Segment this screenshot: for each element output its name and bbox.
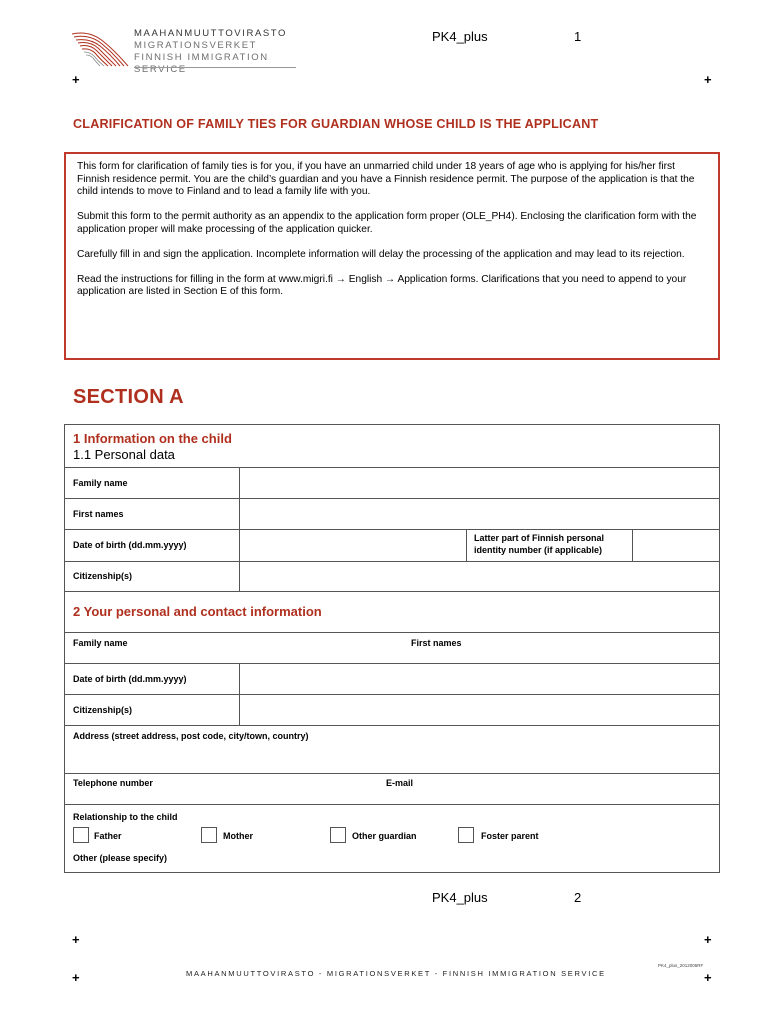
other-specify-label: Other (please specify) <box>73 853 168 863</box>
child-dob-label: Date of birth (dd.mm.yyyy) <box>73 540 187 550</box>
guardian-first-names-label: First names <box>411 638 462 648</box>
child-dob-row <box>65 529 719 561</box>
child-citizenship-label: Citizenship(s) <box>73 571 133 581</box>
corner-mark-mid-right: + <box>704 932 712 947</box>
part-1-subheading: 1.1 Personal data <box>73 447 175 462</box>
telephone-label: Telephone number <box>73 778 153 788</box>
address-row <box>65 725 719 773</box>
guardian-citizenship-input[interactable] <box>240 695 719 725</box>
guardian-name-row <box>65 632 719 663</box>
part-2-heading-row <box>65 591 719 632</box>
logo <box>70 26 310 75</box>
guardian-citizenship-row <box>65 694 719 725</box>
child-citizenship-row <box>65 561 719 591</box>
child-citizenship-input[interactable] <box>240 562 719 591</box>
intro-paragraph-1: This form for clarification of family ties is for you, if you have an unmarried child under 18 years of age who is applying for his/her first Finnish residence permit. You are the child’s guardian and you have a Finnish residence permit. The purpose of the application is that the child intends to move to Finland and to lead a family life with you. <box>77 161 695 198</box>
guardian-dob-row <box>65 663 719 694</box>
corner-mark-bottom-left: + <box>72 970 80 985</box>
section-a-heading: SECTION A <box>73 386 184 408</box>
part-1-heading: 1 Information on the child <box>73 431 232 446</box>
telephone-input[interactable] <box>65 788 375 804</box>
child-first-names-input[interactable] <box>240 499 719 529</box>
child-dob-input[interactable] <box>240 530 466 561</box>
page-2-form-code: PK4_plus <box>432 890 488 905</box>
section-a-form <box>64 424 720 873</box>
intro-box <box>64 152 720 360</box>
guardian-first-names-input[interactable] <box>405 633 719 663</box>
form-code: PK4_plus <box>432 29 488 44</box>
relationship-row <box>65 804 719 874</box>
email-input[interactable] <box>381 788 719 804</box>
child-pin-label-line-2: identity number (if applicable) <box>474 545 603 555</box>
father-label: Father <box>94 831 122 841</box>
form-version-code: PK4_plus_2012006RF <box>658 963 704 968</box>
guardian-citizenship-label: Citizenship(s) <box>73 705 133 715</box>
document-title: CLARIFICATION OF FAMILY TIES FOR GUARDIAN WHOSE CHILD IS THE APPLICANT <box>73 117 599 131</box>
page-2-number: 2 <box>574 890 582 905</box>
corner-mark-bottom-right: + <box>704 970 712 985</box>
mother-checkbox[interactable] <box>201 827 217 843</box>
address-label: Address (street address, post code, city/town, country) <box>73 731 309 741</box>
footer-agency-names: MAAHANMUUTTOVIRASTO - MIGRATIONSVERKET - FINNISH IMMIGRATION SERVICE <box>186 969 606 978</box>
logo-underline <box>134 67 296 68</box>
child-family-name-input[interactable] <box>240 468 719 498</box>
intro-paragraph-4: Read the instructions for filling in the form at www.migri.fi → English → Application forms. Clarifications that you need to append to your application are listed in Section E of this form. <box>77 273 687 298</box>
logo-line-2: MIGRATIONSVERKET <box>134 40 258 51</box>
foster-parent-label: Foster parent <box>481 831 539 841</box>
child-first-names-row <box>65 498 719 529</box>
child-family-name-label: Family name <box>73 478 128 488</box>
corner-mark-top-right: + <box>704 72 712 87</box>
mother-label: Mother <box>223 831 253 841</box>
intro-paragraph-3: Carefully fill in and sign the application. Incomplete information will delay the processing of the application and may lead to its rejection. <box>77 248 685 260</box>
address-input[interactable] <box>65 744 719 773</box>
foster-parent-checkbox[interactable] <box>458 827 474 843</box>
logo-line-3: FINNISH IMMIGRATION SERVICE <box>134 52 269 75</box>
logo-line-1: MAAHANMUUTTOVIRASTO <box>134 28 288 39</box>
contact-row <box>65 773 719 804</box>
child-pin-input[interactable] <box>633 530 719 561</box>
intro-paragraph-2: Submit this form to the permit authority as an appendix to the application form proper (OLE_PH4). Enclosing the clarification form with the application proper will make processing of the application quicker. <box>77 211 697 235</box>
guardian-dob-label: Date of birth (dd.mm.yyyy) <box>73 674 187 684</box>
child-family-name-row <box>65 467 719 498</box>
email-label: E-mail <box>386 778 414 788</box>
logo-bird-icon <box>70 26 132 70</box>
relationship-label: Relationship to the child <box>73 812 178 822</box>
child-first-names-label: First names <box>73 509 124 519</box>
other-specify-input[interactable] <box>185 849 715 869</box>
guardian-family-name-input[interactable] <box>65 633 395 663</box>
corner-mark-top-left: + <box>72 72 80 87</box>
father-checkbox[interactable] <box>73 827 89 843</box>
guardian-family-name-label: Family name <box>73 638 128 648</box>
other-guardian-label: Other guardian <box>352 831 417 841</box>
corner-mark-mid-left: + <box>72 932 80 947</box>
other-guardian-checkbox[interactable] <box>330 827 346 843</box>
part-2-heading: 2 Your personal and contact information <box>73 604 322 619</box>
guardian-dob-input[interactable] <box>240 664 719 694</box>
child-pin-label-line-1: Latter part of Finnish personal <box>474 533 605 543</box>
page-number: 1 <box>574 29 582 44</box>
